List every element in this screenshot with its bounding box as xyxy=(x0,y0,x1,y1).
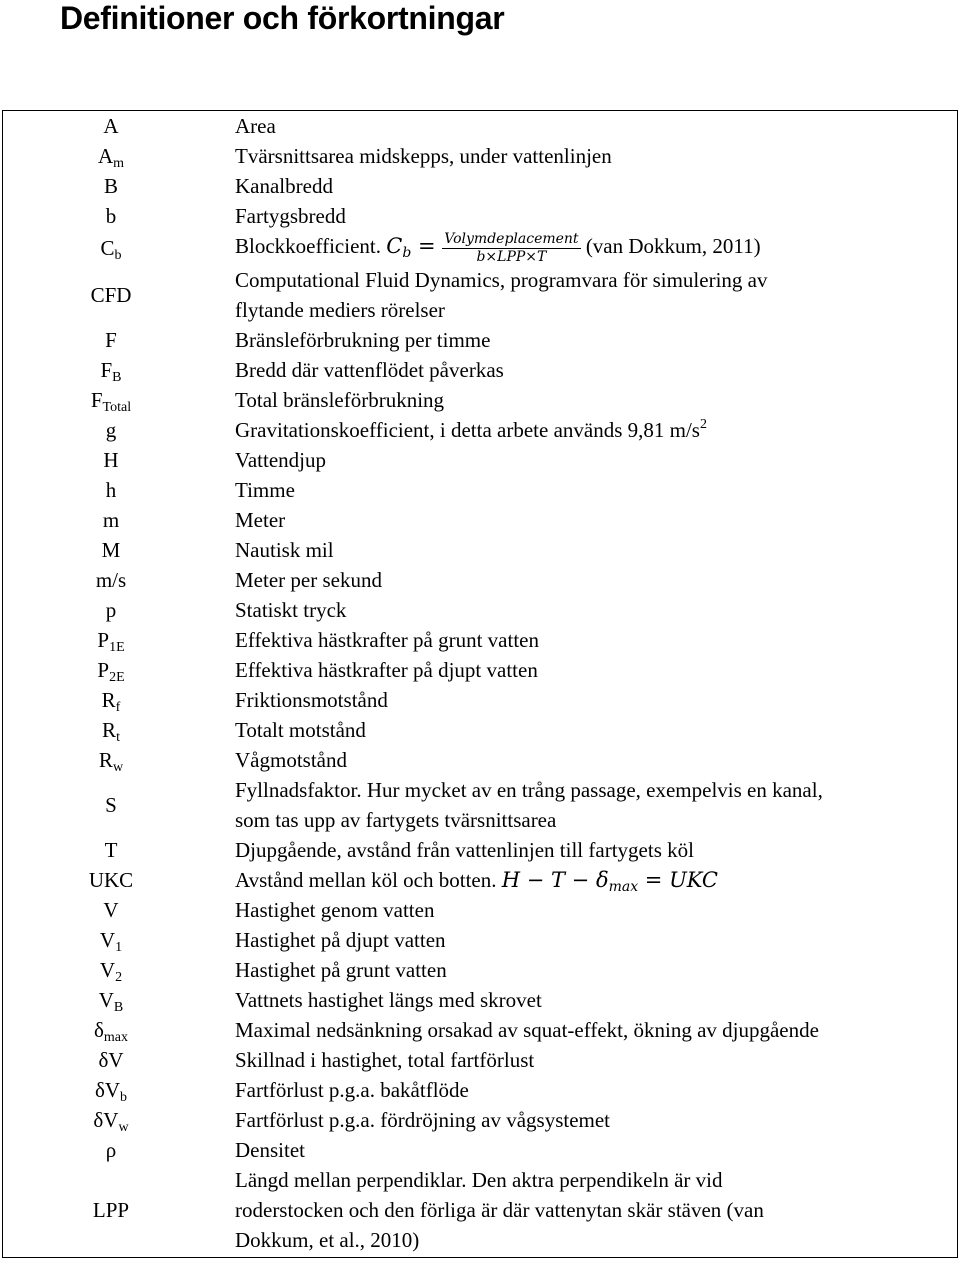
description-cell: Nautisk mil xyxy=(235,538,334,562)
term-cell: $V_2$ xyxy=(99,958,123,985)
description-cell: Vågmotstånd xyxy=(235,748,347,772)
term-cell: UKC xyxy=(88,868,134,892)
term-cell: M xyxy=(101,538,121,562)
description-cell: Kanalbredd xyxy=(235,174,333,198)
table-row xyxy=(3,745,958,775)
description-cell: Timme xyxy=(235,478,295,502)
description-cell: Meter xyxy=(235,508,286,532)
description-cell: Fartygsbredd xyxy=(235,204,346,228)
description-cell: Statiskt tryck xyxy=(235,598,347,622)
table-row xyxy=(3,865,958,895)
table-row xyxy=(3,985,958,1015)
description-cell: Effektiva hästkrafter på grunt vatten xyxy=(235,628,539,652)
description-cell: Maximal nedsänkning orsakad av squat-effekt, ökning av djupgående xyxy=(235,1018,819,1042)
formula-fraction: $\frac{\text{Volymdeplacement}}{\text{b×LPP×T}}$ xyxy=(444,230,579,265)
term-cell: $\delta V_w$ xyxy=(93,1108,129,1135)
formula-block-coefficient: $C_b$ = xyxy=(386,234,436,262)
description-cell: Totalt motstånd xyxy=(235,718,366,742)
term-cell: CFD xyxy=(90,283,132,307)
description-cell: Total bränsleförbrukning xyxy=(235,388,445,412)
description-cell: Gravitationskoefficient, i detta arbete används 9,81 $m/s^2$ xyxy=(235,417,707,442)
description-cell: Hastighet på grunt vatten xyxy=(235,958,447,982)
description-cell: Fartförlust p.g.a. fördröjning av vågsystemet xyxy=(235,1108,611,1132)
description-cell: Tvärsnittsarea midskepps, under vattenlinjen xyxy=(235,144,612,168)
table-row xyxy=(3,385,958,415)
table-row xyxy=(3,535,958,565)
table-row xyxy=(3,415,958,445)
table-row xyxy=(3,445,958,475)
term-cell: A xyxy=(103,114,119,138)
description-cell: Area xyxy=(235,114,276,138)
description-cell: Fartförlust p.g.a. bakåtflöde xyxy=(235,1078,469,1102)
term-cell: b xyxy=(105,204,117,228)
table-row xyxy=(3,1045,958,1075)
description-cell: Bränsleförbrukning per timme xyxy=(235,328,491,352)
description-cell: Avstånd mellan köl och botten. $H - T - \delta_{max}$ = UKC xyxy=(235,868,718,895)
table-row xyxy=(3,925,958,955)
table-row xyxy=(3,141,958,171)
table-row xyxy=(3,201,958,231)
table-row xyxy=(3,895,958,925)
table-row xyxy=(3,171,958,201)
description-cell: Fyllnadsfaktor. Hur mycket av en trång passage, exempelvis en kanal, som tas upp av fartygets tvärsnittsarea xyxy=(235,778,823,832)
table-row xyxy=(3,955,958,985)
term-cell: $P_{2E}$ xyxy=(97,658,125,685)
formula-ukc: $H - T - \delta_{max}$ = UKC xyxy=(501,868,718,895)
table-row xyxy=(3,685,958,715)
description-cell: Friktionsmotstånd xyxy=(235,688,388,712)
table-row xyxy=(3,565,958,595)
definitions-table xyxy=(2,110,958,1258)
description-cell: Densitet xyxy=(235,1138,305,1162)
term-cell: h xyxy=(105,478,117,502)
term-cell: g xyxy=(105,418,117,442)
description-cell: Blockkoefficient. $C_b$ = $\frac{\text{Volymdeplacement}}{\text{b×LPP×T}}$ (van Dokkum, 2011) xyxy=(235,230,761,265)
term-cell: H xyxy=(103,448,119,472)
table-row xyxy=(3,1165,958,1258)
term-cell: $\delta V_b$ xyxy=(94,1078,128,1105)
term-cell: V xyxy=(103,898,119,922)
description-cell: Meter per sekund xyxy=(235,568,382,592)
term-cell: $A_m$ xyxy=(97,144,125,171)
term-cell: $F_{Total}$ xyxy=(90,388,132,415)
table-row xyxy=(3,655,958,685)
term-cell: m/s xyxy=(95,568,127,592)
table-row xyxy=(3,231,958,265)
table-row xyxy=(3,775,958,835)
table-row xyxy=(3,625,958,655)
description-cell: Hastighet på djupt vatten xyxy=(235,928,446,952)
term-cell: S xyxy=(105,793,117,817)
table-row xyxy=(3,505,958,535)
term-cell: $R_t$ xyxy=(102,718,120,745)
term-cell: ρ xyxy=(105,1138,117,1162)
table-row xyxy=(3,715,958,745)
term-cell: m xyxy=(102,508,120,532)
table-row xyxy=(3,265,958,325)
description-cell: Djupgående, avstånd från vattenlinjen till fartygets köl xyxy=(235,838,694,862)
table-row xyxy=(3,1015,958,1045)
table-row xyxy=(3,835,958,865)
term-cell: $F_B$ xyxy=(100,358,122,385)
table-row xyxy=(3,325,958,355)
term-cell: $V_1$ xyxy=(99,928,123,955)
term-cell: F xyxy=(105,328,117,352)
table-row xyxy=(3,1105,958,1135)
term-cell: $R_w$ xyxy=(98,748,124,775)
term-cell: δV xyxy=(98,1048,124,1072)
term-cell: $V_B$ xyxy=(98,988,124,1015)
description-cell: Vattendjup xyxy=(235,448,326,472)
term-cell: T xyxy=(104,838,118,862)
description-cell: Computational Fluid Dynamics, programvara för simulering av flytande mediers rörelser xyxy=(235,268,768,322)
term-cell: $R_f$ xyxy=(101,688,121,715)
table-row xyxy=(3,1135,958,1165)
description-cell: Vattnets hastighet längs med skrovet xyxy=(235,988,542,1012)
description-cell: Hastighet genom vatten xyxy=(235,898,435,922)
term-cell: $P_{1E}$ xyxy=(97,628,125,655)
table-row xyxy=(3,475,958,505)
table-row xyxy=(3,111,958,142)
term-cell: $\delta_{max}$ xyxy=(93,1018,128,1045)
table-row xyxy=(3,595,958,625)
description-cell: Skillnad i hastighet, total fartförlust xyxy=(235,1048,535,1072)
description-cell: Bredd där vattenflödet påverkas xyxy=(235,358,504,382)
table-row xyxy=(3,1075,958,1105)
term-cell: B xyxy=(103,174,118,198)
description-cell: Effektiva hästkrafter på djupt vatten xyxy=(235,658,538,682)
description-cell: Längd mellan perpendiklar. Den aktra perpendikeln är vid roderstocken och den förliga är där vattenytan skär stäven (van Dokkum, et al., 2010) xyxy=(235,1168,764,1252)
page-title: Definitioner och förkortningar xyxy=(60,0,505,36)
term-cell: LPP xyxy=(92,1198,130,1222)
table-row xyxy=(3,355,958,385)
term-cell: $C_b$ xyxy=(100,236,122,263)
term-cell: p xyxy=(105,598,117,622)
